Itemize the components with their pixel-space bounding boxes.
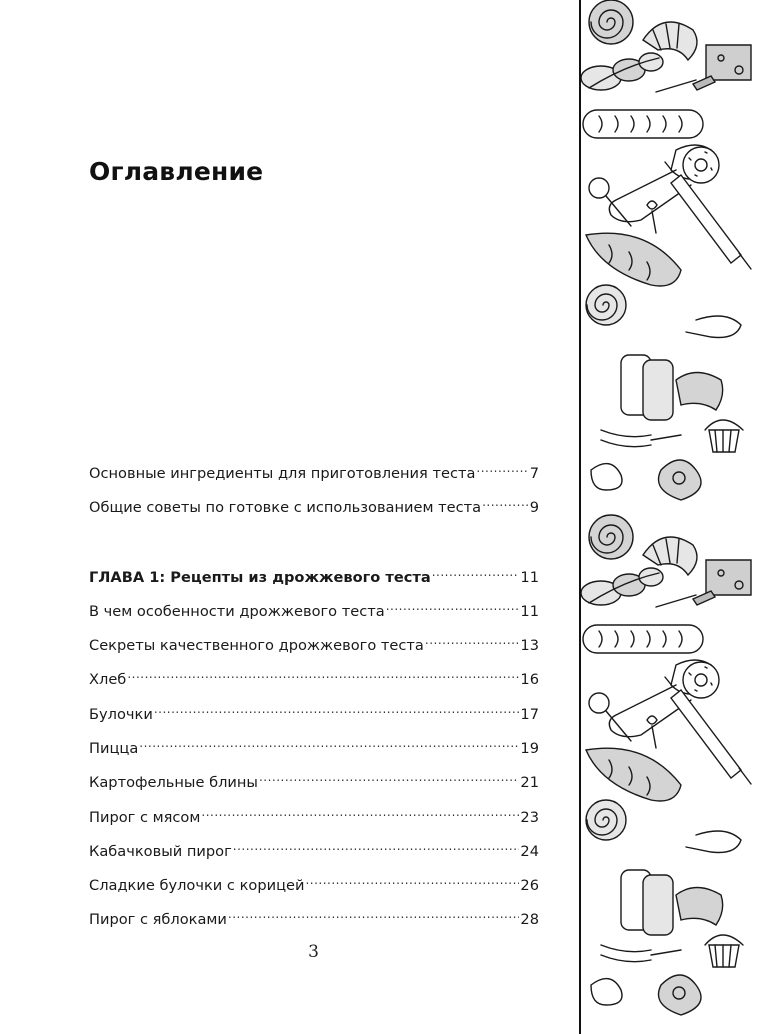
- toc-leader-dots: [305, 870, 519, 890]
- toc-leader-dots: [233, 836, 520, 856]
- toc-entry-page: 21: [520, 774, 539, 791]
- toc-entry-title: Основные ингредиенты для приготовления теста: [89, 465, 476, 482]
- toc-entry-page: 13: [520, 637, 539, 654]
- toc-entry-page: 19: [520, 740, 539, 757]
- page-number: 3: [308, 942, 319, 962]
- toc-leader-dots: [425, 630, 520, 650]
- toc-leader-dots: [432, 562, 520, 582]
- toc-entry[interactable]: [89, 596, 539, 620]
- toc-entry-page: 9: [529, 499, 539, 516]
- toc-entry-page: 24: [520, 843, 539, 860]
- toc-entry-title: Булочки: [89, 706, 153, 723]
- toc-entry-title: Картофельные блины: [89, 774, 258, 791]
- toc-leader-dots: [228, 904, 520, 924]
- toc-leader-dots: [386, 596, 520, 616]
- toc-entry[interactable]: [89, 664, 539, 688]
- toc-leader-dots: [127, 664, 519, 684]
- toc-leader-dots: [154, 699, 520, 719]
- toc-entry-page: 16: [520, 671, 539, 688]
- page-title: Оглавление: [89, 156, 264, 186]
- bakery-illustration-border: [581, 0, 768, 1034]
- toc-entry[interactable]: [89, 458, 539, 482]
- toc-entry-title: Кабачковый пирог: [89, 843, 232, 860]
- toc-entry-page: 11: [520, 569, 539, 586]
- toc-leader-dots: [476, 458, 528, 478]
- toc-entry-page: 23: [520, 809, 539, 826]
- toc-leader-dots: [139, 733, 519, 753]
- toc-entry-page: 7: [529, 465, 539, 482]
- toc-chapter-heading[interactable]: [89, 562, 539, 586]
- toc-entry[interactable]: [89, 492, 539, 516]
- toc-entry[interactable]: [89, 699, 539, 723]
- toc-entry-page: 11: [520, 603, 539, 620]
- toc-entry[interactable]: [89, 630, 539, 654]
- toc-entry-title: Хлеб: [89, 671, 127, 688]
- toc-entry-title: Общие советы по готовке с использованием теста: [89, 499, 482, 516]
- toc-entry-title: Секреты качественного дрожжевого теста: [89, 637, 424, 654]
- toc-entry-page: 26: [520, 877, 539, 894]
- toc-entry[interactable]: [89, 802, 539, 826]
- toc-leader-dots: [482, 492, 529, 512]
- toc-entry-title: Пицца: [89, 740, 139, 757]
- toc-entry-title: Пирог с яблоками: [89, 911, 227, 928]
- toc-entry-title: ГЛАВА 1: Рецепты из дрожжевого теста: [89, 569, 431, 586]
- toc-leader-dots: [201, 802, 519, 822]
- toc-entry[interactable]: [89, 870, 539, 894]
- toc-leader-dots: [259, 767, 519, 787]
- toc-entry[interactable]: [89, 904, 539, 928]
- toc-entry[interactable]: [89, 767, 539, 791]
- toc-entry-title: Сладкие булочки с корицей: [89, 877, 305, 894]
- toc-entry-title: В чем особенности дрожжевого теста: [89, 603, 385, 620]
- toc-entry[interactable]: [89, 836, 539, 860]
- toc-entry[interactable]: [89, 733, 539, 757]
- toc-entry-page: 17: [520, 706, 539, 723]
- toc-entry-title: Пирог с мясом: [89, 809, 201, 826]
- toc-entry-page: 28: [520, 911, 539, 928]
